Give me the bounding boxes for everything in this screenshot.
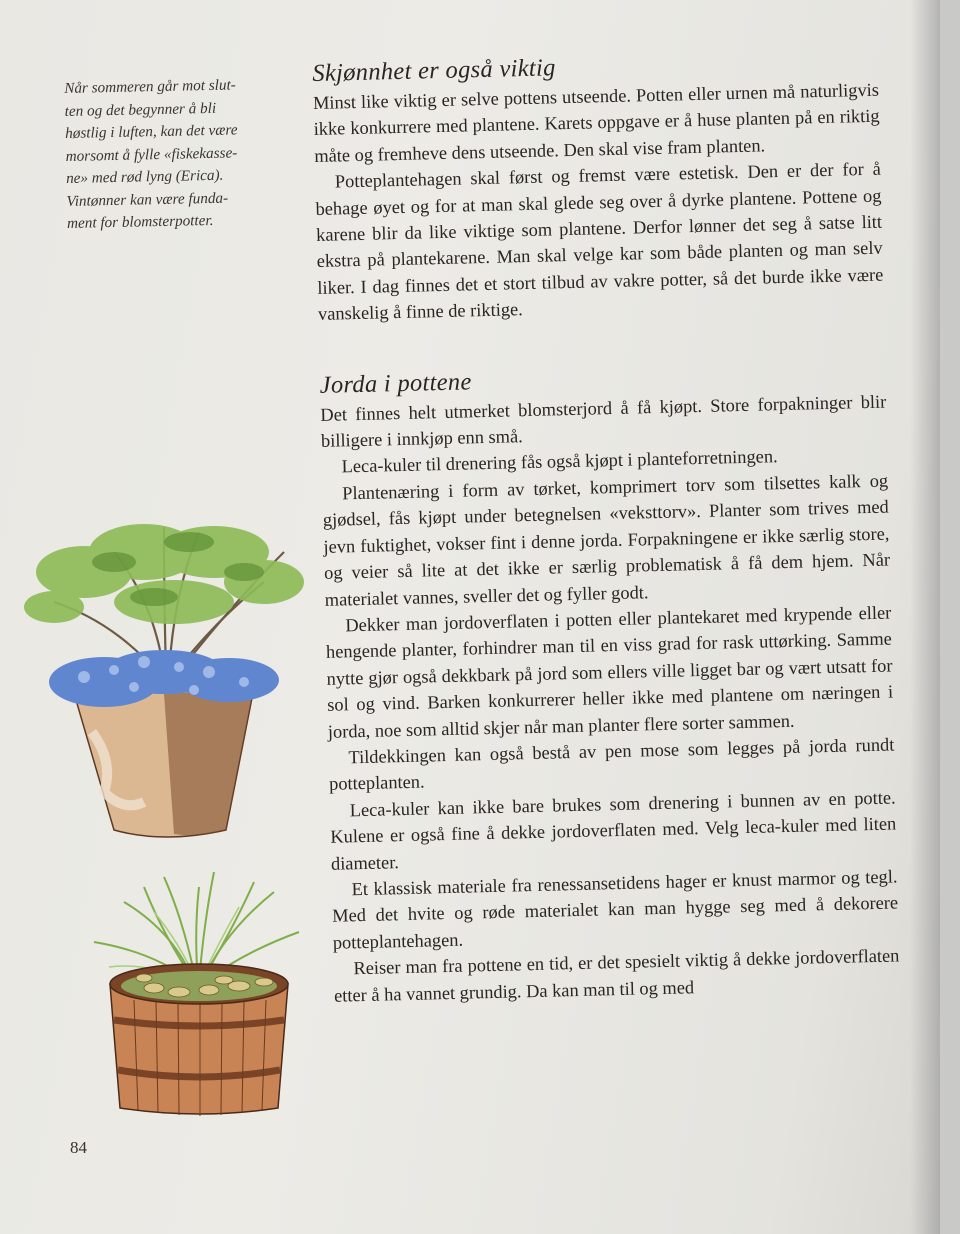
paragraph: Plantenæring i form av tørket, komprimert torv som tilsettes kalk og gjødsel, fås kjøpt under betegnelsen «veksttorv». Planter som trives med jevn fuktighet, vokser fint i denne jorda. Forpakningene er ikke særlig store, og veier så lite at det ikke er særlig problematisk å få dem hjem. Når materialet vannes, sveller det og fyller godt. bbox=[322, 470, 891, 610]
paragraph: Et klassisk materiale fra renessansetidens hager er knust marmor og tegl. Med det hvite og røde materialet kan man hygge seg med å dekorere potteplantehagen. bbox=[331, 866, 899, 953]
page-number: 84 bbox=[70, 1138, 87, 1157]
paragraph: Leca-kuler til drenering fås også kjøpt i planteforretningen. bbox=[341, 446, 778, 477]
text-column bbox=[312, 45, 900, 1009]
section-heading: Skjønnhet er også viktig bbox=[312, 54, 556, 87]
paragraph: Potteplantehagen skal først og fremst være estetisk. Den er der for å behage øyet og for at man skal glede seg over å dyrke plantene. Pottene og karene blir da like viktige som plantene. Derfor lønner det seg å satse litt ekstra på plantekarene. Man skal velge kar som både planten og man selv liker. I dag finnes det et stort tilbud av vakre potter, så det burde ikke være vanskelig å finne de riktige. bbox=[315, 158, 884, 325]
page-fold-shadow bbox=[910, 0, 940, 1234]
barrel-grass-illustration bbox=[84, 872, 314, 1122]
paragraph: Det finnes helt utmerket blomsterjord å få kjøpt. Store forpakninger blir billigere i innkjøp enn små. bbox=[320, 391, 887, 451]
paragraph: Reiser man fra pottene en tid, er det spesielt viktig å dekke jordoverflaten etter å ha vannet grundig. Da kan man til og med bbox=[333, 945, 900, 1006]
illustration-caption: Når sommeren går mot slut- ten og det begynner å bli høstlig i luften, kan det være morsomt å fylle «fiskekasse- ne» med rød lyng (Erica). Vintønner kan være funda- ment for blomsterpotter. bbox=[64, 76, 238, 232]
section-soil bbox=[319, 356, 900, 1009]
potted-shrub-illustration bbox=[14, 512, 310, 844]
paragraph: Leca-kuler kan ikke bare brukes som drenering i bunnen av en potte. Kulene er også fine å dekke jordoverflaten med. Velg leca-kuler med liten diameter. bbox=[330, 787, 897, 874]
paragraph: Tildekkingen kan også bestå av pen mose som legges på jorda rundt potteplanten. bbox=[328, 734, 895, 795]
paragraph: Dekker man jordoverflaten i potten eller plantekaret med krypende eller hengende planter, forhindrer man til en viss grad for rask uttørking. Samme nytte gjør også dekkbark på jord som ellers ville ligget bar og vært utsatt for sol og vind. Barken konkurrerer heller ikke med plantene om næringen i jorda, noe som alltid skjer når man planter flere sorter sammen. bbox=[325, 602, 894, 742]
paragraph: Minst like viktig er selve pottens utseende. Potten eller urnen må naturligvis ikke konkurrere med plantene. Karets oppgave er å huse planten på en riktig måte og fremheve dens utseende. Den skal vise fram planten. bbox=[312, 79, 880, 166]
section-heading: Jorda i pottene bbox=[319, 367, 472, 399]
section-beauty bbox=[312, 45, 884, 328]
